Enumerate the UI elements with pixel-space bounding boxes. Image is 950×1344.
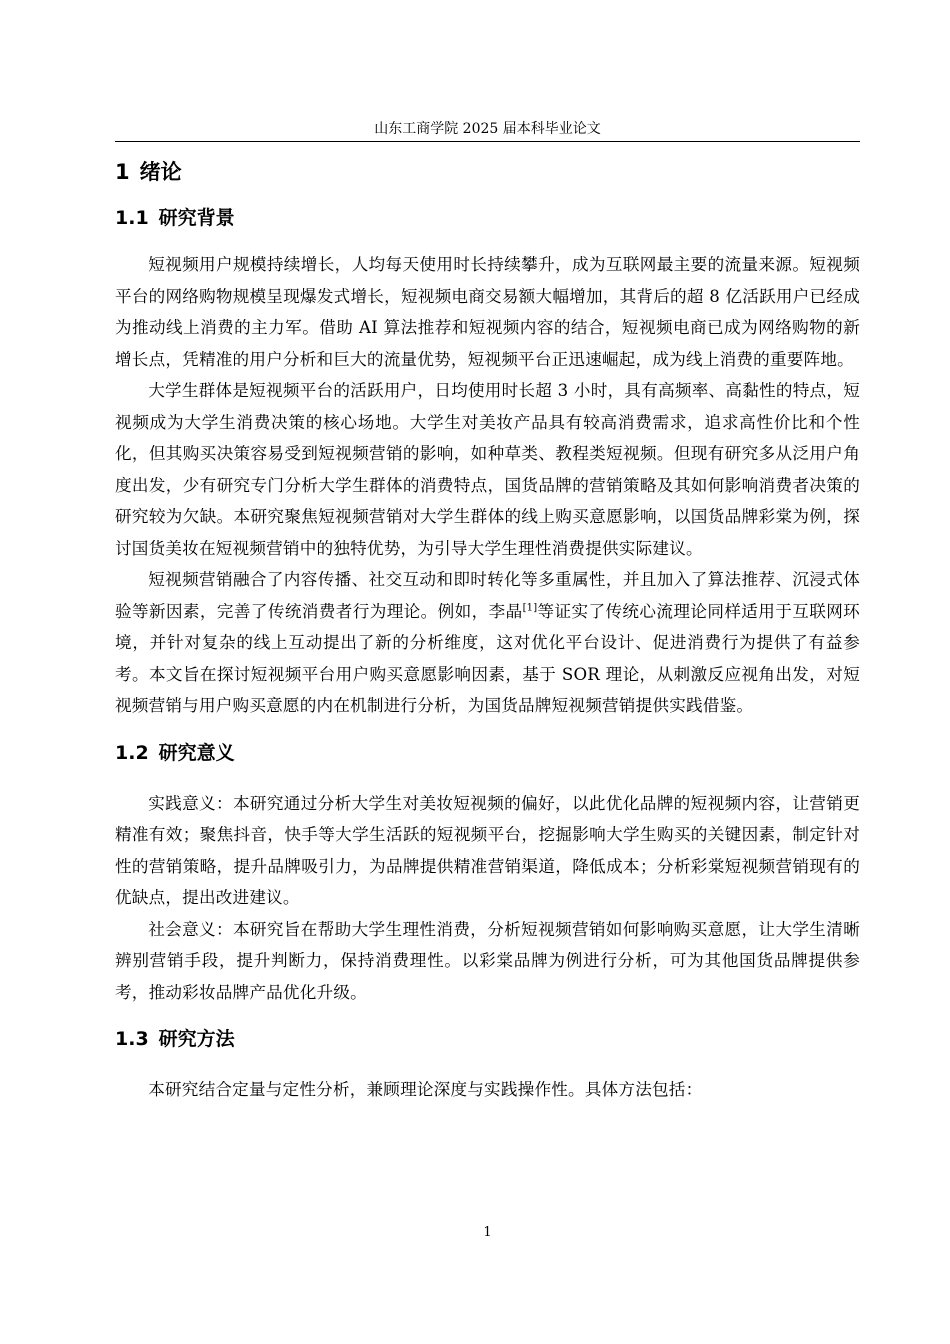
paragraph-background-3 (115, 564, 860, 722)
section-number: 1.1 (115, 207, 149, 229)
section-heading-1-3 (115, 1016, 860, 1070)
section-heading-1-2 (115, 730, 860, 784)
section-number: 1.3 (115, 1028, 149, 1050)
paragraph-background-2: 大学生群体是短视频平台的活跃用户，日均使用时长超 3 小时，具有高频率、高黏性的特点，短视频成为大学生消费决策的核心场地。大学生对美妆产品具有较高消费需求，追求高性价比和个性化，但其购买决策容易受到短视频营销的影响，如种草类、教程类短视频。但现有研究多从泛用户角度出发，少有研究专门分析大学生群体的消费特点，国货品牌的营销策略及其如何影响消费者决策的研究较为欠缺。本研究聚焦短视频营销对大学生群体的线上购买意愿影响，以国货品牌彩棠为例，探讨国货美妆在短视频营销中的独特优势，为引导大学生理性消费提供实际建议。 (115, 381, 860, 558)
section-heading-1-1 (115, 198, 860, 245)
paragraph-background-1: 短视频用户规模持续增长，人均每天使用时长持续攀升，成为互联网最主要的流量来源。短视频平台的网络购物规模呈现爆发式增长，短视频电商交易额大幅增加，其背后的超 8 亿活跃用户已经成为推动线上消费的主力军。借助 AI 算法推荐和短视频内容的结合，短视频电商已成为网络购物的新增长点，凭精准的用户分析和巨大的流量优势，短视频平台正迅速崛起，成为线上消费的重要阵地。 (115, 255, 860, 369)
paragraph-significance-social: 社会意义：本研究旨在帮助大学生理性消费，分析短视频营销如何影响购买意愿，让大学生清晰辨别营销手段，提升判断力，保持消费理性。以彩棠品牌为例进行分析，可为其他国货品牌提供参考，推动彩妆品牌产品优化升级。 (115, 919, 860, 1002)
paragraph-text: 等证实了传统心流理论同样适用于互联网环境，并针对复杂的线上互动提出了新的分析维度，这对优化平台设计、促进消费行为提供了有益参考。本文旨在探讨短视频平台用户购买意愿影响因素，基于 SOR 理论，从刺激反应视角出发，对短视频营销与用户购买意愿的内在机制进行分析，为国货品牌短视频营销提供实践借鉴。 (115, 601, 860, 715)
paragraph-text: 短视频营销融合了内容传播、社交互动和即时转化等多重属性，并且加入了算法推荐、沉浸式体验等新因素，完善了传统消费者行为理论。例如，李晶 (115, 570, 860, 621)
header-rule (115, 141, 860, 142)
body-text (115, 150, 860, 1106)
section-title: 研究方法 (158, 1028, 235, 1050)
paragraph-significance-practical: 实践意义：本研究通过分析大学生对美妆短视频的偏好，以此优化品牌的短视频内容，让营销更精准有效；聚焦抖音，快手等大学生活跃的短视频平台，挖掘影响大学生购买的关键因素，制定针对性的营销策略，提升品牌吸引力，为品牌提供精准营销渠道，降低成本；分析彩棠短视频营销现有的优缺点，提出改进建议。 (115, 793, 860, 907)
section-title: 研究背景 (158, 207, 235, 229)
running-header: 山东工商学院 2025 届本科毕业论文 (374, 121, 601, 137)
chapter-number: 1 (115, 160, 130, 184)
section-title: 研究意义 (158, 741, 235, 764)
section-number: 1.2 (115, 741, 149, 764)
chapter-heading (115, 150, 860, 198)
chapter-title: 绪论 (139, 160, 182, 184)
paragraph-methods-intro: 本研究结合定量与定性分析，兼顾理论深度与实践操作性。具体方法包括： (148, 1080, 703, 1099)
citation-marker[interactable]: [1] (522, 601, 538, 613)
page-number: 1 (483, 1225, 492, 1240)
